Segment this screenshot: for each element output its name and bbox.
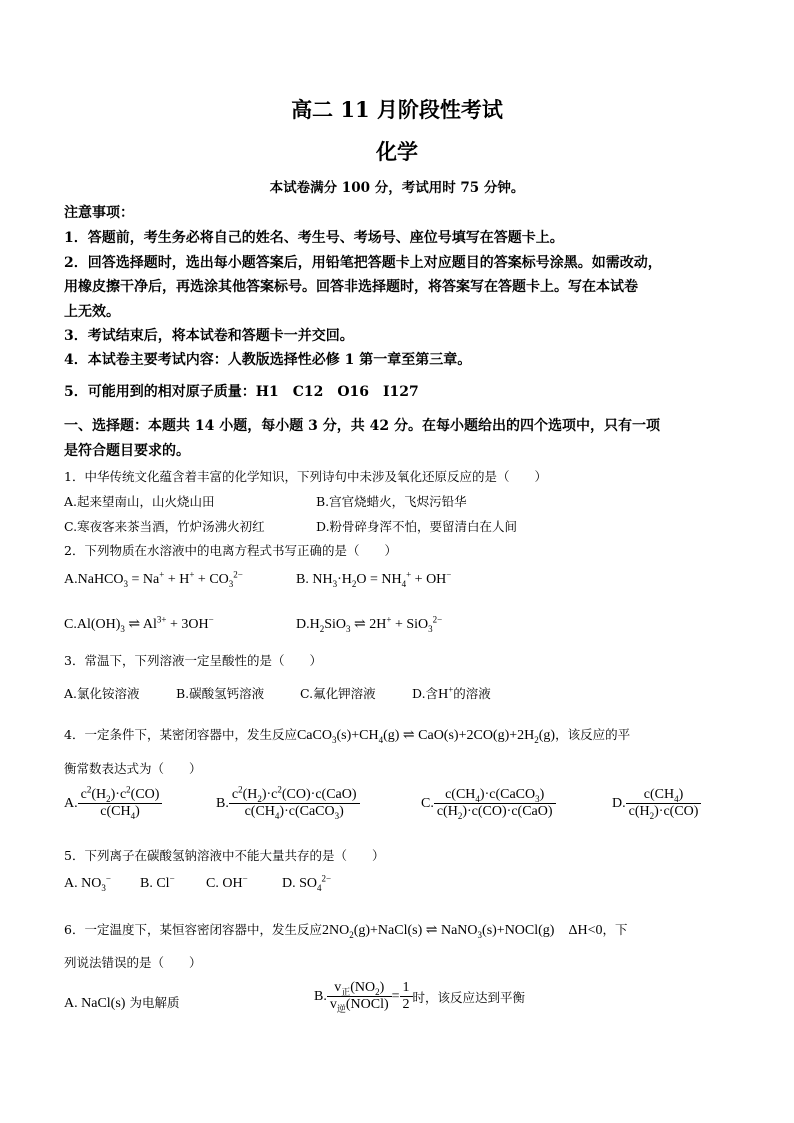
- exam-title: 高二 11 月阶段性考试: [291, 97, 503, 122]
- q1-option-a: A.起来望南山，山火烧山田: [64, 494, 215, 509]
- q2-option-c: $C.Al(OH)_3$ ⇌ $Al^{3+} + 3OH^-$: [64, 614, 214, 634]
- q3-option-b: B.碳酸氢钙溶液: [176, 686, 265, 701]
- subject-title: 化学: [376, 139, 418, 164]
- exam-info: 本试卷满分 100 分，考试用时 75 分钟。: [269, 180, 525, 196]
- note-item: 用橡皮擦干净后，再选涂其他答案标号。回答非选择题时，将答案写在答题卡上。写在本试卷: [64, 279, 638, 295]
- question-4-stem-cont: 衡常数表达式为（ ）: [64, 761, 202, 776]
- note-item: 3．考试结束后，将本试卷和答题卡一并交回。: [64, 328, 354, 344]
- question-4-stem: 4．一定条件下，某密闭容器中，发生反应$CaCO_3(s)+CH_4(g)$ ⇌ $CaO(s)+2CO(g)+2H_2(g)$，该反应的平: [64, 727, 631, 745]
- question-3-stem: 3．常温下，下列溶液一定呈酸性的是（ ）: [64, 653, 322, 668]
- q2-option-b: B. $NH_3\cdot H_2O = NH_4^+ + OH^-$: [296, 569, 452, 589]
- note-item: 1．答题前，考生务必将自己的姓名、考生号、考场号、座位号填写在答题卡上。: [64, 230, 564, 246]
- note-item: 5．可能用到的相对原子质量：H1 C12 O16 I127: [64, 384, 419, 400]
- q3-option-a: A.氯化铵溶液: [64, 686, 140, 701]
- q6-option-a: A. NaCl(s) 为电解质: [64, 995, 180, 1011]
- note-item: 2．回答选择题时，选出每小题答案后，用铅笔把答题卡上对应题目的答案标号涂黑。如需改动，: [64, 255, 662, 271]
- q4-option-a: A. $\frac{c^2(H_2)\cdot c^2(CO)}{c(CH_4)}$: [64, 787, 162, 820]
- q1-option-d: D.粉骨碎身浑不怕，要留清白在人间: [316, 519, 518, 534]
- q4-option-d: D. $\frac{c(CH_4)}{c(H_2)\cdot c(CO)}$: [612, 787, 701, 820]
- note-item: 4．本试卷主要考试内容：人教版选择性必修 1 第一章至第三章。: [64, 352, 472, 368]
- q5-option-c: C. OH−: [206, 873, 248, 891]
- q4-option-c: C. $\frac{c(CH_4)\cdot c(CaCO_3)}{c(H_2)\cdot c(CO)\cdot c(CaO)}$: [421, 787, 556, 820]
- q6-option-b: B. $\frac{v_正(NO_2)}{v_逆(NOCl)}$ = $\frac{1}{2}$ 时，该反应达到平衡: [314, 980, 526, 1014]
- q5-option-b: B. Cl−: [140, 873, 175, 891]
- question-6-stem-cont: 列说法错误的是（ ）: [64, 955, 202, 970]
- q1-option-b: B.宫官烧蜡火，飞烬污铅华: [316, 494, 467, 509]
- question-6-stem: 6．一定温度下，某恒容密闭容器中，发生反应$2NO_2(g)+NaCl(s)$ ⇌ NaNO$_3$(s)+NOCl(g) ΔH<0，下: [64, 922, 628, 940]
- question-5-stem: 5．下列离子在碳酸氢钠溶液中不能大量共存的是（ ）: [64, 848, 385, 863]
- question-2-stem: 2．下列物质在水溶液中的电离方程式书写正确的是（ ）: [64, 543, 397, 558]
- q2-option-d: $D.H_2SiO_3$ ⇌ 2H+ + SiO$_3^{2-}$: [296, 614, 443, 634]
- q1-option-c: C.寒夜客来茶当酒，竹炉汤沸火初红: [64, 519, 265, 534]
- q5-option-a: A. $NO_3^-$: [64, 873, 111, 893]
- section-heading: 一、选择题：本题共 14 小题，每小题 3 分，共 42 分。在每小题给出的四个选项中，只有一项: [64, 418, 660, 434]
- q3-option-c: C.氟化钾溶液: [300, 686, 376, 701]
- question-1-stem: 1．中华传统文化蕴含着丰富的化学知识，下列诗句中未涉及氧化还原反应的是（ ）: [64, 469, 547, 484]
- q2-option-a: A.NaHCO$_3$ = $Na^+ + H^+ + CO_3^{2-}$: [64, 569, 243, 589]
- q5-option-d: D. $SO_4^{2-}$: [282, 873, 332, 893]
- notes-heading: 注意事项：: [64, 205, 134, 221]
- q3-option-d: D.含H+的溶液: [412, 684, 491, 702]
- q4-option-b: B. $\frac{c^2(H_2)\cdot c^2(CO)\cdot c(CaO)}{c(CH_4)\cdot c(CaCO_3)}$: [216, 787, 360, 820]
- note-item: 上无效。: [64, 304, 120, 320]
- section-heading-cont: 是符合题目要求的。: [64, 443, 190, 459]
